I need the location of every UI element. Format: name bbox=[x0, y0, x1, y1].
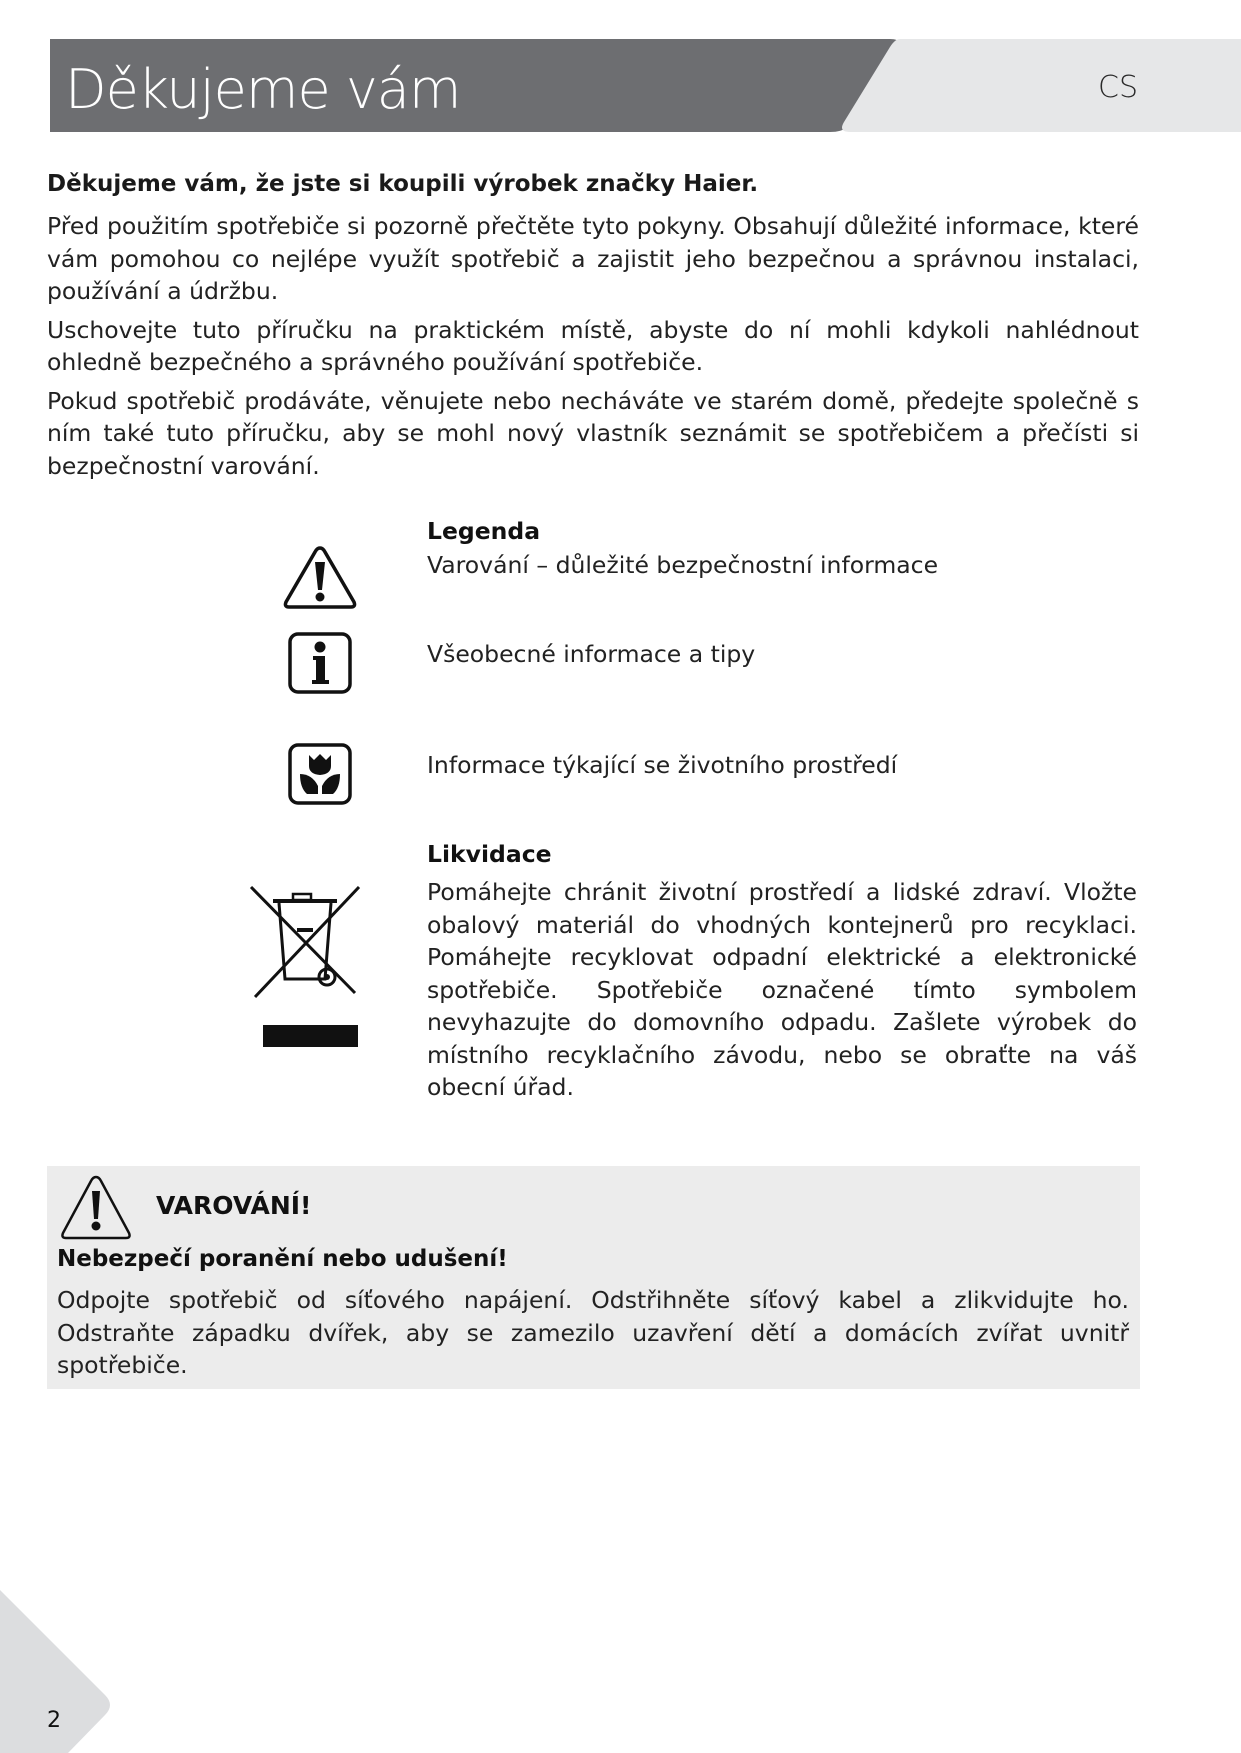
warning-triangle-icon bbox=[60, 1174, 132, 1242]
legend-heading: Legenda bbox=[427, 517, 541, 545]
header-light-band bbox=[840, 39, 1241, 132]
environment-tulip-icon bbox=[260, 734, 380, 814]
disposal-heading: Likvidace bbox=[427, 840, 552, 868]
warning-text: Odpojte spotřebič od síťového napájení. Odstřihněte síťový kabel a zlikvidujte ho. Odstraňte západku dvířek, aby se zamezilo uzavření dětí a domácích zvířat uvnitř spotřebiče. bbox=[57, 1286, 1129, 1379]
info-icon bbox=[260, 623, 380, 703]
page-title: Děkujeme vám bbox=[65, 58, 461, 121]
disposal-text: Pomáhejte chránit životní prostředí a lidské zdraví. Vložte obalový materiál do vhodných kontejnerů pro recyklaci. Pomáhejte recyklovat odpadní elektrické a elektronické spotřebiče. Spotřebiče označené tímto symbolem nevyhazujte do domovního odpadu. Zašlete výrobek do místního recyklačního závodu, nebo se obraťte na váš obecní úřad. bbox=[427, 878, 1137, 1101]
page-number: 2 bbox=[47, 1708, 61, 1733]
warning-subtitle: Nebezpečí poranění nebo udušení! bbox=[57, 1246, 508, 1272]
intro-heading: Děkujeme vám, že jste si koupili výrobek značky Haier. bbox=[47, 171, 759, 197]
intro-paragraph: Před použitím spotřebiče si pozorně přečtěte tyto pokyny. Obsahují důležité informace, které vám pomohou co nejlépe využít spotřebič a zajistit jeho bezpečnou a správnou instalaci, používání a údržbu. bbox=[47, 212, 1139, 305]
weee-crossed-bin-icon bbox=[245, 883, 365, 1063]
intro-paragraph: Pokud spotřebič prodáváte, věnujete nebo necháváte ve starém domě, předejte společně s ním také tuto příručku, aby se mohl nový vlastník seznámit se spotřebičem a přečísti si bezpečnostní varování. bbox=[47, 386, 1139, 480]
warning-box bbox=[47, 1166, 1140, 1389]
legend-item-label: Varování – důležité bezpečnostní informace bbox=[427, 551, 939, 579]
legend-item-label: Informace týkající se životního prostředí bbox=[427, 751, 898, 779]
warning-triangle-icon bbox=[260, 537, 380, 617]
language-code: CS bbox=[1098, 70, 1138, 105]
warning-title: VAROVÁNÍ! bbox=[156, 1191, 312, 1220]
legend-item-label: Všeobecné informace a tipy bbox=[427, 640, 756, 668]
intro-paragraph: Uschovejte tuto příručku na praktickém místě, abyste do ní mohli kdykoli nahlédnout ohledně bezpečného a správného používání spotřebiče. bbox=[47, 315, 1139, 376]
intro-section bbox=[47, 168, 1139, 488]
